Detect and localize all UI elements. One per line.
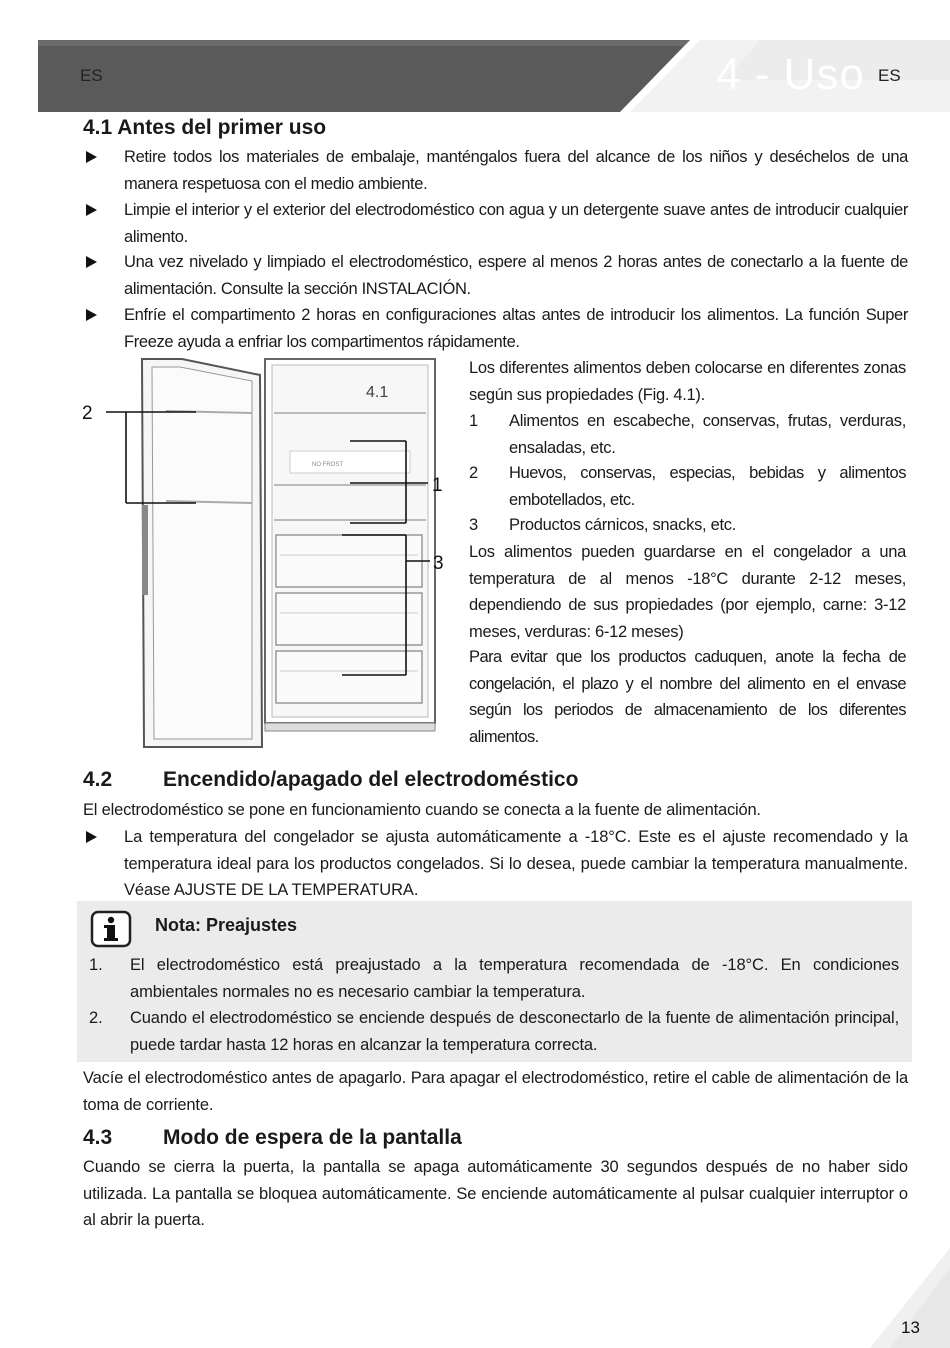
zone-number: 2	[469, 464, 479, 482]
note-item-text: Cuando el electrodoméstico se enciende después de desconectarlo de la fuente de alimentación principal, puede tardar hasta 12 horas en alcanzar la temperatura correcta.	[130, 1009, 899, 1054]
standby-text: Cuando se cierra la puerta, la pantalla se apaga automáticamente 30 segundos después de no haber sido utilizada. La pantalla se bloquea automáticamente. Se enciende automáticamente al pulsar cualquier interruptor o al abrir la puerta.	[83, 1158, 908, 1229]
freezer-illustration	[80, 355, 460, 750]
no-frost-label: NO FROST	[312, 462, 343, 468]
note-item-1	[89, 952, 899, 1005]
chapter-title: 4 - Uso	[716, 50, 865, 99]
zones-intro: Los diferentes alimentos deben colocarse en diferentes zonas según sus propiedades (Fig. 4.1).	[469, 359, 906, 404]
page-header	[0, 0, 950, 120]
callout-1: 1	[432, 475, 443, 496]
figure-label: 4.1	[366, 384, 389, 401]
note-item-number: 2.	[89, 1009, 103, 1027]
bullet-text: Retire todos los materiales de embalaje, manténgalos fuera del alcance de los niños y deséchelos de una manera respetuosa con el medio ambiente.	[124, 148, 908, 193]
page-number: 13	[901, 1318, 920, 1337]
section-4-2-title	[83, 768, 908, 792]
section-number: 4.2	[83, 768, 113, 791]
note-title: Nota: Preajustes	[155, 915, 298, 935]
header-language-right: ES	[878, 66, 901, 85]
bullet-arrow-icon	[86, 309, 97, 321]
zone-text: Huevos, conservas, especias, bebidas y alimentos embotellados, etc.	[509, 464, 906, 509]
zone-number: 1	[469, 412, 479, 430]
storage-text: Los alimentos pueden guardarse en el congelador a una temperatura de al menos -18°C durante 2-12 meses, dependiendo de sus propiedades (por ejemplo, carne: 3-12 meses, verduras: 6-12 meses)	[469, 543, 906, 641]
freezer-figure	[80, 355, 460, 750]
bullet-arrow-icon	[86, 831, 97, 843]
bullet-item	[83, 302, 908, 355]
bullet-item	[83, 824, 908, 904]
power-off-text: Vacíe el electrodoméstico antes de apagarlo. Para apagar el electrodoméstico, retire el cable de alimentación de la toma de corriente.	[83, 1069, 908, 1114]
note-item-number: 1.	[89, 956, 103, 974]
zone-item-1	[469, 408, 906, 461]
section-4-3-title	[83, 1126, 908, 1150]
zone-text: Productos cárnicos, snacks, etc.	[509, 516, 736, 534]
zone-item-3	[469, 512, 906, 539]
note-item-2	[89, 1005, 899, 1058]
labeling-text: Para evitar que los productos caduquen, anote la fecha de congelación, el plazo y el nombre del alimento en el envase según los periodos de almacenamiento de los diferentes alimentos.	[469, 648, 906, 746]
bullet-item	[83, 197, 908, 250]
section-heading: Modo de espera de la pantalla	[163, 1126, 462, 1149]
zone-item-2	[469, 460, 906, 513]
callout-3: 3	[433, 553, 444, 574]
callout-2: 2	[82, 403, 93, 424]
bullet-text: Una vez nivelado y limpiado el electrodoméstico, espere al menos 2 horas antes de conectarlo a la fuente de alimentación. Consulte la sección INSTALACIÓN.	[124, 253, 908, 298]
info-icon	[90, 910, 132, 948]
bullet-item	[83, 249, 908, 302]
bullet-item	[83, 144, 908, 197]
section-4-1-title: 4.1 Antes del primer uso	[83, 116, 327, 139]
bullet-text: Limpie el interior y el exterior del electrodoméstico con agua y un detergente suave antes de introducir cualquier alimento.	[124, 201, 908, 246]
bullet-text: Enfríe el compartimento 2 horas en configuraciones altas antes de introducir los alimentos. La función Super Freeze ayuda a enfriar los compartimentos rápidamente.	[124, 306, 908, 351]
section-number: 4.3	[83, 1126, 113, 1149]
zone-text: Alimentos en escabeche, conservas, frutas, verduras, ensaladas, etc.	[509, 412, 906, 457]
zone-number: 3	[469, 516, 479, 534]
bullet-arrow-icon	[86, 256, 97, 268]
power-intro: El electrodoméstico se pone en funcionamiento cuando se conecta a la fuente de alimentación.	[83, 801, 761, 819]
bullet-text: La temperatura del congelador se ajusta automáticamente a -18°C. Este es el ajuste recomendado y la temperatura ideal para los productos congelados. Si lo desea, puede cambiar la temperatura manualmente. Véase AJUSTE DE LA TEMPERATURA.	[124, 828, 908, 899]
note-item-text: El electrodoméstico está preajustado a la temperatura recomendada de -18°C. En condiciones ambientales normales no es necesario cambiar la temperatura.	[130, 956, 899, 1001]
bullet-arrow-icon	[86, 151, 97, 163]
header-language-left: ES	[80, 66, 103, 85]
section-heading: Encendido/apagado del electrodoméstico	[163, 768, 579, 791]
bullet-arrow-icon	[86, 204, 97, 216]
